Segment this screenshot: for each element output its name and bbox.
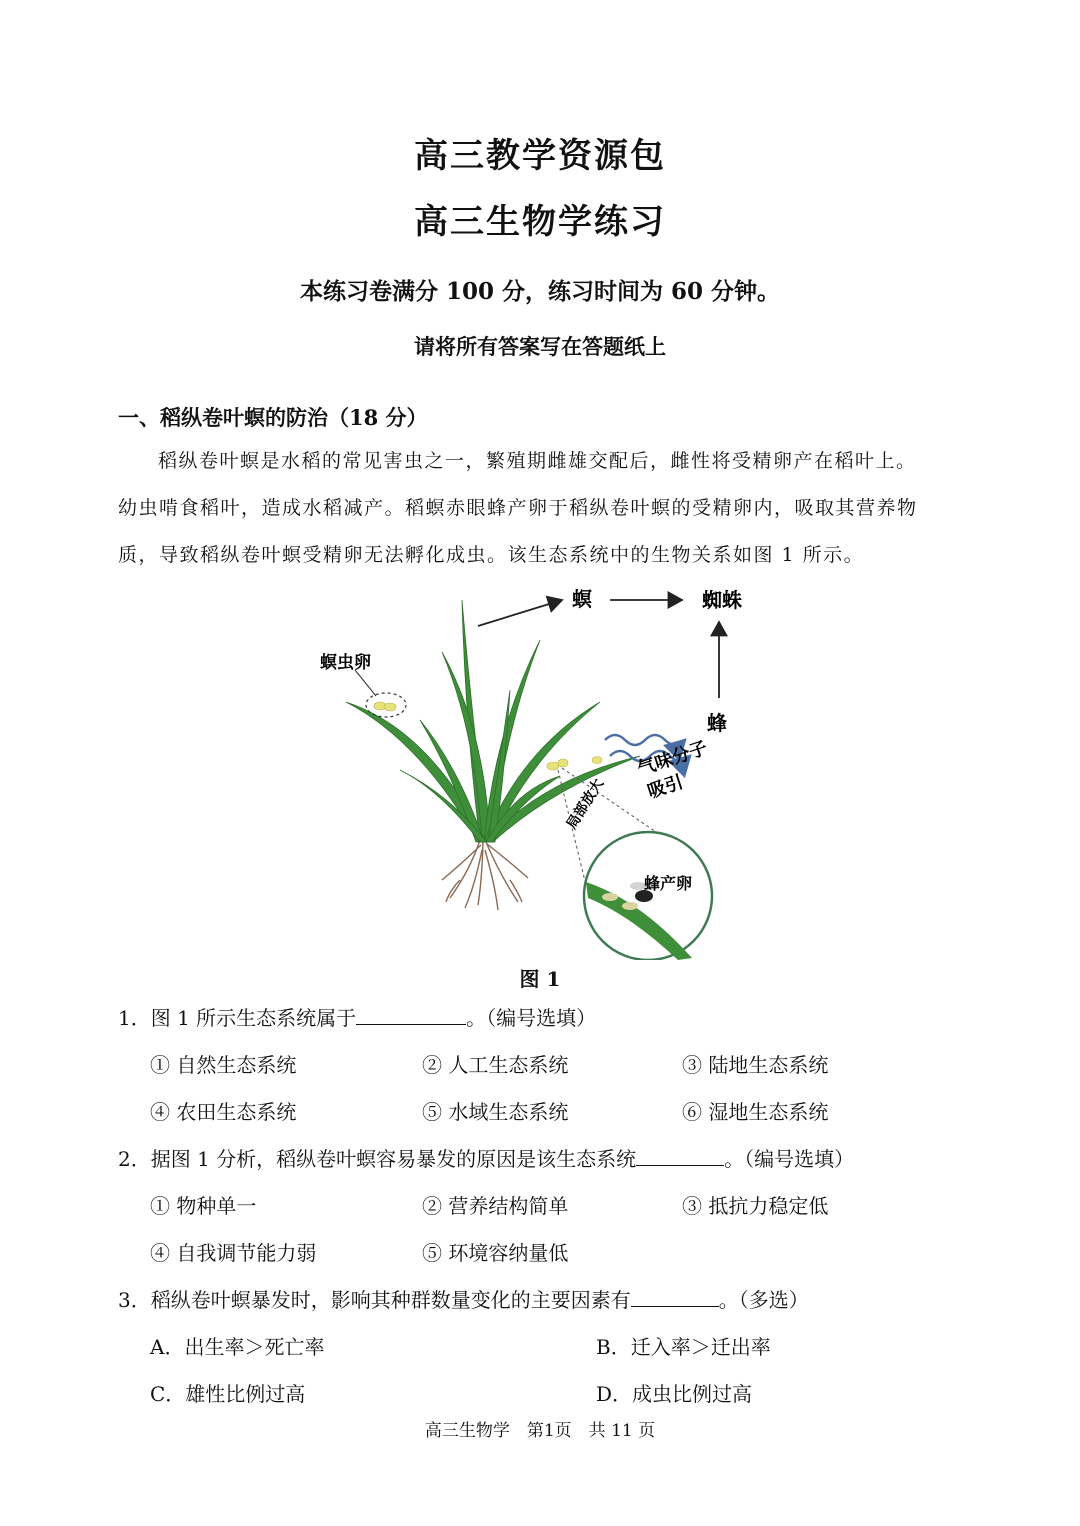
label-moth-egg: 螟虫卵 — [320, 653, 371, 673]
rice-roots — [442, 840, 528, 910]
option-1-4: ④ 农田生态系统 — [150, 1100, 297, 1124]
option-3-a: A．出生率＞死亡率 — [150, 1335, 325, 1359]
option-3-d: D．成虫比例过高 — [596, 1382, 753, 1406]
option-2-4: ④ 自我调节能力弱 — [150, 1241, 317, 1265]
question-2-hint: 。（编号选填） — [724, 1147, 855, 1171]
label-zoom: 局部放大 — [563, 776, 608, 833]
question-1 — [118, 1002, 596, 1031]
option-1-1: ① 自然生态系统 — [150, 1053, 297, 1077]
label-wasp-egg: 蜂产卵 — [644, 874, 693, 893]
answer-notice: 请将所有答案写在答题纸上 — [414, 334, 666, 359]
label-wasp: 蜂 — [707, 711, 727, 735]
option-1-6: ⑥ 湿地生态系统 — [682, 1100, 829, 1124]
question-2-stem: 2．据图 1 分析，稻纵卷叶螟容易暴发的原因是该生态系统 — [118, 1147, 637, 1171]
exam-info: 本练习卷满分 100 分，练习时间为 60 分钟。 — [299, 278, 781, 305]
option-1-3: ③ 陆地生态系统 — [682, 1053, 829, 1077]
egg-pointer — [355, 670, 376, 696]
question-2 — [118, 1143, 854, 1172]
question-1-stem: 1．图 1 所示生态系统属于 — [118, 1006, 357, 1030]
option-3-c: C．雄性比例过高 — [150, 1382, 306, 1406]
figure-caption: 图 1 — [519, 967, 561, 991]
label-odor: 气味分子 — [635, 737, 711, 780]
rice-plant — [346, 600, 640, 842]
label-spider: 蜘蛛 — [702, 588, 742, 612]
section-paragraph — [118, 438, 978, 579]
question-3-stem: 3．稻纵卷叶螟暴发时，影响其种群数量变化的主要因素有 — [118, 1288, 631, 1312]
document-title: 高三教学资源包 — [414, 136, 666, 176]
paragraph-line: 质，导致稻纵卷叶螟受精卵无法孵化成虫。该生态系统中的生物关系如图 1 所示。 — [118, 544, 865, 566]
label-moth: 螟 — [572, 587, 592, 611]
zoom-circle — [584, 832, 712, 960]
question-3 — [118, 1284, 809, 1313]
answer-blank-3[interactable] — [631, 1288, 719, 1307]
label-attract: 吸引 — [645, 771, 686, 803]
question-3-hint: 。（多选） — [718, 1288, 809, 1312]
option-2-5: ⑤ 环境容纳量低 — [422, 1241, 569, 1265]
paragraph-line: 幼虫啃食稻叶，造成水稻减产。稻螟赤眼蜂产卵于稻纵卷叶螟的受精卵内，吸取其营养物 — [118, 497, 918, 519]
arrow-plant-to-moth — [478, 600, 562, 626]
document-subtitle: 高三生物学练习 — [414, 202, 666, 242]
option-2-3: ③ 抵抗力稳定低 — [682, 1194, 829, 1218]
option-3-b: B．迁入率＞迁出率 — [596, 1335, 771, 1359]
page-footer: 高三生物学 第1页 共 11 页 — [424, 1421, 656, 1441]
moth-eggs — [374, 702, 602, 770]
paragraph-line: 稻纵卷叶螟是水稻的常见害虫之一，繁殖期雌雄交配后，雌性将受精卵产在稻叶上。 — [158, 450, 917, 472]
answer-blank-1[interactable] — [356, 1006, 466, 1025]
option-1-2: ② 人工生态系统 — [422, 1053, 569, 1077]
section-heading: 一、稻纵卷叶螟的防治（18 分） — [118, 405, 428, 430]
option-1-5: ⑤ 水域生态系统 — [422, 1100, 569, 1124]
answer-blank-2[interactable] — [636, 1147, 724, 1166]
figure-1-diagram — [300, 580, 780, 960]
option-2-2: ② 营养结构简单 — [422, 1194, 569, 1218]
option-2-1: ① 物种单一 — [150, 1194, 257, 1218]
question-1-hint: 。（编号选填） — [466, 1006, 597, 1030]
